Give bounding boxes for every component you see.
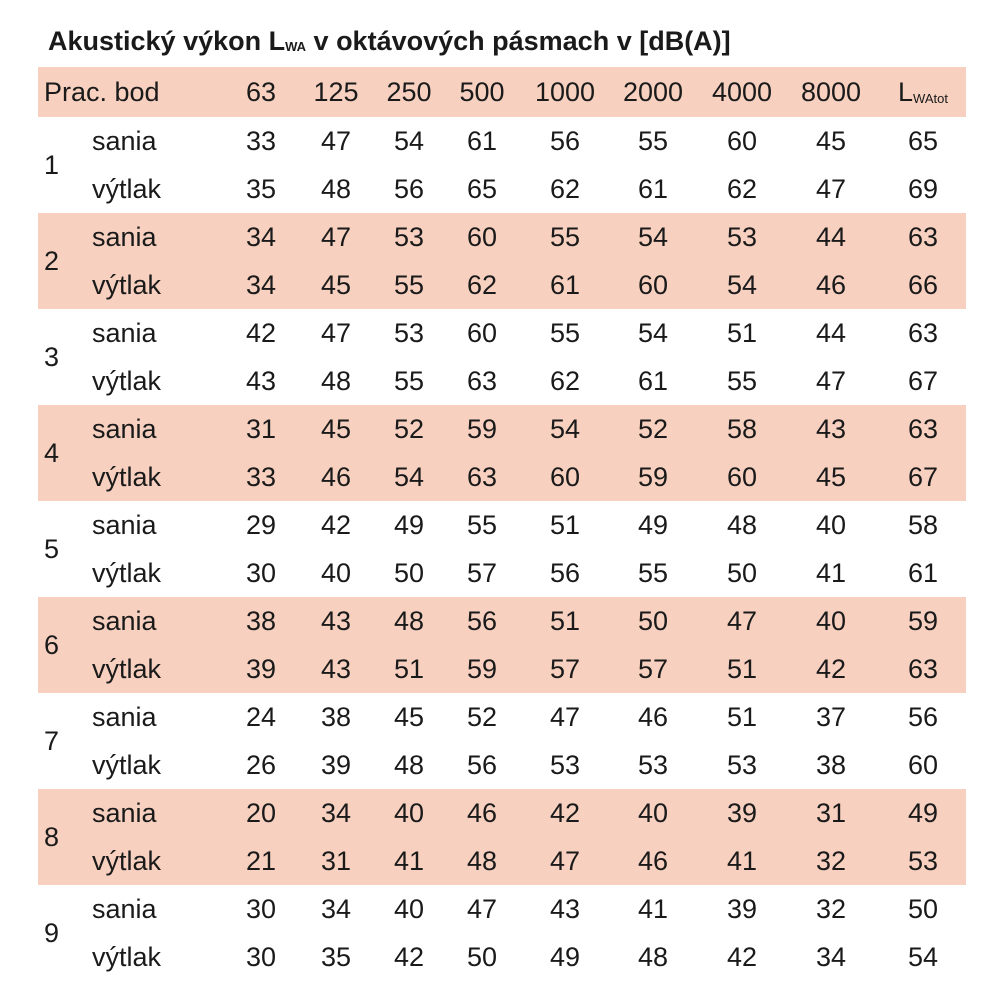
- table-row: [38, 309, 966, 357]
- value-cell: 44: [815, 222, 847, 252]
- value-cell: 52: [637, 414, 669, 444]
- header-band-500: 500: [459, 77, 505, 107]
- operating-point-number: 9: [44, 918, 60, 948]
- value-cell: 43: [815, 414, 847, 444]
- value-cell: 65: [466, 174, 498, 204]
- value-cell: 30: [245, 942, 277, 972]
- value-cell: 47: [726, 606, 758, 636]
- operating-point-group: [38, 789, 966, 885]
- value-cell: 45: [320, 270, 352, 300]
- value-cell: 63: [907, 654, 939, 684]
- value-cell: 54: [393, 126, 425, 156]
- row-label: výtlak: [92, 366, 162, 396]
- header-total: [890, 67, 956, 117]
- row-label: výtlak: [92, 558, 162, 588]
- row-label: výtlak: [92, 462, 162, 492]
- value-cell: 53: [726, 222, 758, 252]
- value-cell: 51: [726, 654, 758, 684]
- value-cell: 34: [320, 894, 352, 924]
- value-cell: 55: [393, 366, 425, 396]
- value-cell: 54: [907, 942, 939, 972]
- value-cell: 42: [320, 510, 352, 540]
- value-cell: 38: [320, 702, 352, 732]
- table-row: [38, 453, 966, 501]
- value-cell: 49: [907, 798, 939, 828]
- row-label: sania: [92, 510, 157, 540]
- value-cell: 58: [726, 414, 758, 444]
- table-row: [38, 261, 966, 309]
- value-cell: 62: [466, 270, 498, 300]
- row-label: sania: [92, 414, 157, 444]
- row-label: sania: [92, 606, 157, 636]
- value-cell: 48: [320, 174, 352, 204]
- operating-point-number: 5: [44, 534, 60, 564]
- header-band-125: 125: [313, 77, 359, 107]
- value-cell: 56: [466, 750, 498, 780]
- value-cell: 32: [815, 894, 847, 924]
- value-cell: 60: [549, 462, 581, 492]
- value-cell: 47: [549, 702, 581, 732]
- value-cell: 48: [320, 366, 352, 396]
- value-cell: 39: [726, 798, 758, 828]
- value-cell: 50: [393, 558, 425, 588]
- value-cell: 58: [907, 510, 939, 540]
- value-cell: 39: [245, 654, 277, 684]
- value-cell: 34: [320, 798, 352, 828]
- header-band-250: 250: [386, 77, 432, 107]
- value-cell: 56: [393, 174, 425, 204]
- title-subscript: WA: [285, 39, 307, 54]
- value-cell: 45: [320, 414, 352, 444]
- header-band-2000: 2000: [622, 77, 684, 107]
- value-cell: 41: [393, 846, 425, 876]
- value-cell: 61: [637, 366, 669, 396]
- value-cell: 59: [466, 414, 498, 444]
- value-cell: 47: [466, 894, 498, 924]
- value-cell: 61: [907, 558, 939, 588]
- value-cell: 42: [726, 942, 758, 972]
- table-header-row: [38, 67, 966, 117]
- row-label: výtlak: [92, 654, 162, 684]
- value-cell: 40: [815, 606, 847, 636]
- value-cell: 66: [907, 270, 939, 300]
- table-row: [38, 357, 966, 405]
- table-row: [38, 741, 966, 789]
- value-cell: 61: [549, 270, 581, 300]
- value-cell: 31: [245, 414, 277, 444]
- value-cell: 34: [245, 222, 277, 252]
- value-cell: 55: [393, 270, 425, 300]
- operating-point-number: 7: [44, 726, 60, 756]
- value-cell: 63: [907, 414, 939, 444]
- row-label: výtlak: [92, 174, 162, 204]
- operating-point-group: [38, 597, 966, 693]
- value-cell: 34: [245, 270, 277, 300]
- value-cell: 38: [815, 750, 847, 780]
- value-cell: 34: [815, 942, 847, 972]
- value-cell: 41: [726, 846, 758, 876]
- value-cell: 40: [393, 894, 425, 924]
- value-cell: 61: [637, 174, 669, 204]
- value-cell: 57: [549, 654, 581, 684]
- value-cell: 53: [907, 846, 939, 876]
- value-cell: 57: [466, 558, 498, 588]
- value-cell: 55: [549, 318, 581, 348]
- value-cell: 45: [393, 702, 425, 732]
- value-cell: 47: [815, 366, 847, 396]
- value-cell: 55: [726, 366, 758, 396]
- value-cell: 44: [815, 318, 847, 348]
- value-cell: 31: [815, 798, 847, 828]
- table-row: [38, 885, 966, 933]
- value-cell: 42: [245, 318, 277, 348]
- value-cell: 49: [637, 510, 669, 540]
- value-cell: 59: [637, 462, 669, 492]
- row-label: výtlak: [92, 846, 162, 876]
- value-cell: 49: [549, 942, 581, 972]
- value-cell: 53: [393, 222, 425, 252]
- value-cell: 45: [815, 126, 847, 156]
- value-cell: 50: [637, 606, 669, 636]
- value-cell: 46: [815, 270, 847, 300]
- operating-point-number: 1: [44, 150, 60, 180]
- table-row: [38, 549, 966, 597]
- value-cell: 46: [466, 798, 498, 828]
- value-cell: 26: [245, 750, 277, 780]
- table-row: [38, 645, 966, 693]
- value-cell: 49: [393, 510, 425, 540]
- value-cell: 54: [637, 318, 669, 348]
- operating-point-number: 2: [44, 246, 60, 276]
- value-cell: 39: [726, 894, 758, 924]
- value-cell: 53: [549, 750, 581, 780]
- table-row: [38, 501, 966, 549]
- row-label: sania: [92, 222, 157, 252]
- value-cell: 56: [549, 558, 581, 588]
- value-cell: 53: [726, 750, 758, 780]
- operating-point-number: 8: [44, 822, 60, 852]
- row-label: sania: [92, 702, 157, 732]
- row-label: sania: [92, 126, 157, 156]
- value-cell: 54: [726, 270, 758, 300]
- table-body: [38, 117, 966, 981]
- value-cell: 42: [549, 798, 581, 828]
- value-cell: 41: [815, 558, 847, 588]
- operating-point-group: [38, 309, 966, 405]
- value-cell: 46: [320, 462, 352, 492]
- value-cell: 63: [907, 222, 939, 252]
- value-cell: 55: [637, 126, 669, 156]
- value-cell: 29: [245, 510, 277, 540]
- operating-point-group: [38, 213, 966, 309]
- value-cell: 48: [466, 846, 498, 876]
- value-cell: 65: [907, 126, 939, 156]
- value-cell: 59: [907, 606, 939, 636]
- value-cell: 20: [245, 798, 277, 828]
- value-cell: 52: [393, 414, 425, 444]
- table-row: [38, 117, 966, 165]
- value-cell: 46: [637, 846, 669, 876]
- value-cell: 54: [637, 222, 669, 252]
- value-cell: 67: [907, 366, 939, 396]
- value-cell: 53: [637, 750, 669, 780]
- title-suffix: v oktávových pásmach v [dB(A)]: [306, 26, 731, 56]
- value-cell: 40: [393, 798, 425, 828]
- value-cell: 55: [549, 222, 581, 252]
- operating-point-number: 3: [44, 342, 60, 372]
- table-row: [38, 165, 966, 213]
- sound-power-table: [38, 67, 966, 981]
- value-cell: 48: [637, 942, 669, 972]
- table-row: [38, 693, 966, 741]
- header-band-63: 63: [245, 77, 277, 107]
- value-cell: 60: [466, 318, 498, 348]
- value-cell: 42: [393, 942, 425, 972]
- value-cell: 50: [726, 558, 758, 588]
- value-cell: 33: [245, 462, 277, 492]
- value-cell: 46: [637, 702, 669, 732]
- value-cell: 33: [245, 126, 277, 156]
- row-label: sania: [92, 798, 157, 828]
- header-operating-point: Prac. bod: [44, 77, 160, 107]
- value-cell: 30: [245, 558, 277, 588]
- value-cell: 62: [549, 174, 581, 204]
- value-cell: 48: [393, 750, 425, 780]
- value-cell: 40: [637, 798, 669, 828]
- table-row: [38, 405, 966, 453]
- value-cell: 60: [726, 462, 758, 492]
- value-cell: 39: [320, 750, 352, 780]
- value-cell: 53: [393, 318, 425, 348]
- value-cell: 31: [320, 846, 352, 876]
- value-cell: 60: [466, 222, 498, 252]
- header-band-8000: 8000: [800, 77, 862, 107]
- value-cell: 56: [907, 702, 939, 732]
- value-cell: 41: [637, 894, 669, 924]
- value-cell: 43: [320, 606, 352, 636]
- value-cell: 63: [466, 366, 498, 396]
- value-cell: 24: [245, 702, 277, 732]
- value-cell: 47: [320, 126, 352, 156]
- value-cell: 52: [466, 702, 498, 732]
- operating-point-group: [38, 117, 966, 213]
- value-cell: 56: [466, 606, 498, 636]
- value-cell: 50: [907, 894, 939, 924]
- value-cell: 21: [245, 846, 277, 876]
- value-cell: 60: [637, 270, 669, 300]
- value-cell: 61: [466, 126, 498, 156]
- value-cell: 51: [549, 510, 581, 540]
- value-cell: 30: [245, 894, 277, 924]
- value-cell: 35: [245, 174, 277, 204]
- value-cell: 42: [815, 654, 847, 684]
- value-cell: 55: [466, 510, 498, 540]
- value-cell: 63: [466, 462, 498, 492]
- value-cell: 40: [320, 558, 352, 588]
- value-cell: 57: [637, 654, 669, 684]
- row-label: výtlak: [92, 270, 162, 300]
- value-cell: 43: [549, 894, 581, 924]
- header-band-1000: 1000: [534, 77, 596, 107]
- header-total-sub: WAtot: [913, 91, 948, 106]
- table-row: [38, 213, 966, 261]
- value-cell: 35: [320, 942, 352, 972]
- table-row: [38, 837, 966, 885]
- value-cell: 51: [726, 702, 758, 732]
- value-cell: 40: [815, 510, 847, 540]
- value-cell: 62: [726, 174, 758, 204]
- operating-point-group: [38, 693, 966, 789]
- value-cell: 32: [815, 846, 847, 876]
- value-cell: 62: [549, 366, 581, 396]
- table-title: [48, 26, 731, 57]
- operating-point-group: [38, 501, 966, 597]
- value-cell: 47: [815, 174, 847, 204]
- value-cell: 47: [320, 318, 352, 348]
- value-cell: 43: [245, 366, 277, 396]
- operating-point-number: 6: [44, 630, 60, 660]
- header-band-4000: 4000: [711, 77, 773, 107]
- value-cell: 60: [726, 126, 758, 156]
- table-row: [38, 597, 966, 645]
- value-cell: 59: [466, 654, 498, 684]
- value-cell: 51: [549, 606, 581, 636]
- value-cell: 37: [815, 702, 847, 732]
- operating-point-group: [38, 405, 966, 501]
- table-row: [38, 789, 966, 837]
- value-cell: 54: [393, 462, 425, 492]
- value-cell: 51: [726, 318, 758, 348]
- value-cell: 51: [393, 654, 425, 684]
- value-cell: 69: [907, 174, 939, 204]
- value-cell: 63: [907, 318, 939, 348]
- value-cell: 48: [726, 510, 758, 540]
- row-label: výtlak: [92, 942, 162, 972]
- value-cell: 54: [549, 414, 581, 444]
- table-row: [38, 933, 966, 981]
- operating-point-group: [38, 885, 966, 981]
- header-total-main: L: [898, 77, 914, 107]
- value-cell: 38: [245, 606, 277, 636]
- value-cell: 67: [907, 462, 939, 492]
- row-label: sania: [92, 318, 157, 348]
- title-prefix: Akustický výkon L: [48, 26, 286, 56]
- value-cell: 56: [549, 126, 581, 156]
- operating-point-number: 4: [44, 438, 60, 468]
- value-cell: 60: [907, 750, 939, 780]
- value-cell: 47: [320, 222, 352, 252]
- value-cell: 45: [815, 462, 847, 492]
- row-label: sania: [92, 894, 157, 924]
- value-cell: 48: [393, 606, 425, 636]
- value-cell: 55: [637, 558, 669, 588]
- value-cell: 50: [466, 942, 498, 972]
- row-label: výtlak: [92, 750, 162, 780]
- value-cell: 47: [549, 846, 581, 876]
- value-cell: 43: [320, 654, 352, 684]
